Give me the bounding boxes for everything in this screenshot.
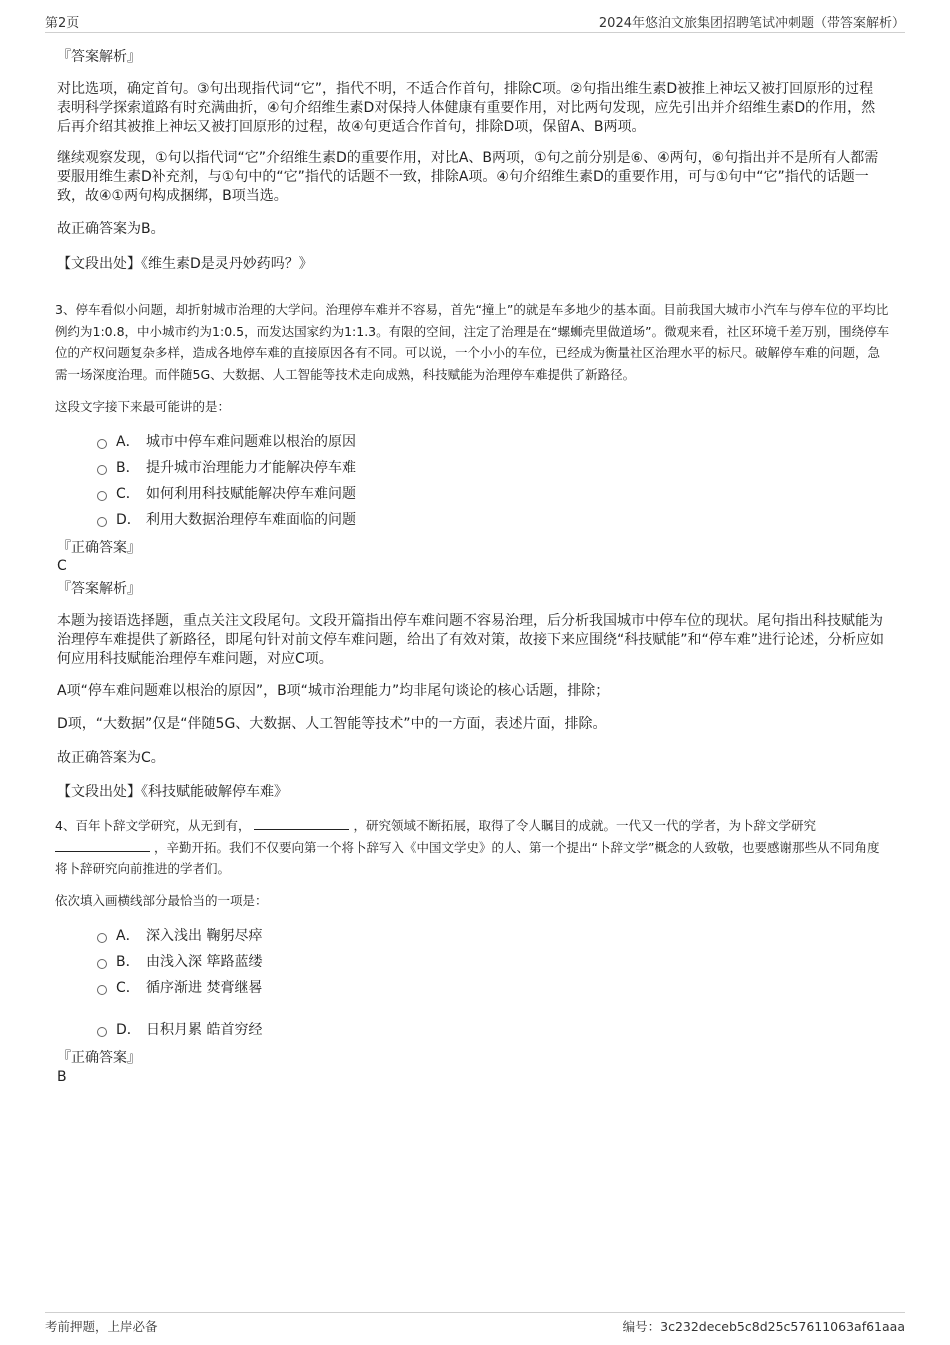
q2-conclusion: 故正确答案为B。 — [57, 221, 165, 237]
document-title: 2024年悠泊文旅集团招聘笔试冲刺题（带答案解析） — [598, 16, 905, 31]
option-letter: A． — [116, 928, 140, 944]
q4-correct-answer: B — [57, 1069, 67, 1085]
radio-icon[interactable] — [97, 985, 107, 995]
fill-blank-1 — [254, 817, 349, 830]
option-letter: B． — [116, 460, 140, 476]
q4-option-d[interactable] — [97, 1021, 262, 1039]
option-letter: D． — [116, 512, 141, 528]
q3-option-c[interactable] — [97, 485, 356, 503]
q4-stem-part-2: ，研究领域不断拓展，取得了令人瞩目的成就。一代又一代的学者，为卜辞文学研究 — [353, 818, 816, 833]
option-letter: C． — [116, 980, 140, 996]
q3-analysis-paragraph-3: D项，“大数据”仅是“伴随5G、大数据、人工智能等技术”中的一方面，表述片面，排除。 — [57, 716, 607, 732]
footer-slogan: 考前押题，上岸必备 — [45, 1319, 158, 1334]
q2-analysis-label: 『答案解析』 — [57, 49, 141, 65]
option-text: 如何利用科技赋能解决停车难问题 — [146, 486, 356, 502]
q4-stem-part-1: 4、百年卜辞文学研究，从无到有， — [55, 818, 251, 833]
option-text: 由浅入深 筚路蓝缕 — [146, 954, 263, 970]
q3-option-a[interactable] — [97, 433, 356, 451]
radio-icon[interactable] — [97, 439, 107, 449]
radio-icon[interactable] — [97, 491, 107, 501]
page-number: 第2页 — [45, 16, 80, 31]
q3-correct-label: 『正确答案』 — [57, 540, 141, 556]
option-letter: C． — [116, 486, 140, 502]
q4-stem — [55, 815, 890, 880]
q4-option-a[interactable] — [97, 927, 262, 945]
fill-blank-2 — [55, 839, 150, 852]
q3-option-d[interactable] — [97, 511, 356, 529]
q3-correct-answer: C — [57, 558, 67, 574]
q3-analysis-label: 『答案解析』 — [57, 581, 141, 597]
option-letter: B． — [116, 954, 140, 970]
radio-icon[interactable] — [97, 1027, 107, 1037]
q3-stem: 3、停车看似小问题，却折射城市治理的大学问。治理停车难并不容易，首先“撞上”的就是车多地少的基本面。目前我国大城市小汽车与停车位的平均比例约为1:0.8，中小城市约为1:0.5，而发达国家约为1:1.3。有限的空间，注定了治理是在“螺蛳壳里做道场”。微观来看，社区环境千差万别，围绕停车位的产权问题复杂多样，造成各地停车难的直接原因各有不同。可以说，一个小小的车位，已经成为衡量社区治理水平的标尺。破解停车难的问题，急需一场深度治理。而伴随5G、大数据、人工智能等技术走向成熟，科技赋能为治理停车难提供了新路径。 — [55, 302, 890, 382]
option-text: 利用大数据治理停车难面临的问题 — [146, 512, 356, 528]
q3-conclusion: 故正确答案为C。 — [57, 750, 165, 766]
option-text: 循序渐进 焚膏继晷 — [146, 980, 263, 996]
q3-prompt: 这段文字接下来最可能讲的是： — [55, 399, 231, 414]
q4-prompt: 依次填入画横线部分最恰当的一项是： — [55, 893, 268, 908]
option-text: 深入浅出 鞠躬尽瘁 — [146, 928, 263, 944]
radio-icon[interactable] — [97, 517, 107, 527]
q4-stem-part-3: ，辛勤开拓。我们不仅要向第一个将卜辞写入《中国文学史》的人、第一个提出“卜辞文学”概念的人致敬，也要感谢那些从不同角度将卜辞研究向前推进的学者们。 — [55, 839, 880, 876]
q4-option-c[interactable] — [97, 979, 262, 997]
radio-icon[interactable] — [97, 933, 107, 943]
radio-icon[interactable] — [97, 959, 107, 969]
q2-analysis-paragraph-1: 对比选项，确定首句。③句出现指代词“它”，指代不明，不适合作首句，排除C项。②句指出维生素D被推上神坛又被打回原形的过程表明科学探索道路有时充满曲折，④句介绍维生素D对保持人体健康有重要作用，对比两句发现，应先引出并介绍维生素D的作用，然后再介绍其被推上神坛又被打回原形的过程，故④句更适合作首句，排除D项，保留A、B两项。 — [57, 81, 876, 135]
q3-analysis-paragraph-1: 本题为接语选择题，重点关注文段尾句。文段开篇指出停车难问题不容易治理，后分析我国城市中停车位的现状。尾句指出科技赋能为治理停车难提供了新路径，即尾句针对前文停车难问题，给出了有效对策，故接下来应围绕“科技赋能”和“停车难”进行论述，分析应如何应用科技赋能治理停车难问题，对应C项。 — [57, 613, 885, 667]
q3-source: 【文段出处】《科技赋能破解停车难》 — [57, 784, 288, 800]
q2-analysis-paragraph-2: 继续观察发现，①句以指代词“它”介绍维生素D的重要作用，对比A、B两项，①句之前分别是⑥、④两句，⑥句指出并不是所有人都需要服用维生素D补充剂，与①句中的“它”指代的话题不一致，排除A项。④句介绍维生素D的重要作用，可与①句中“它”指代的话题一致，故④①两句构成捆绑，B项当选。 — [57, 150, 879, 204]
option-text: 日积月累 皓首穷经 — [146, 1022, 263, 1038]
q4-option-b[interactable] — [97, 953, 262, 971]
option-text: 城市中停车难问题难以根治的原因 — [146, 434, 356, 450]
document-serial: 编号：3c232deceb5c8d25c57611063af61aaa — [622, 1319, 905, 1334]
radio-icon[interactable] — [97, 465, 107, 475]
option-text: 提升城市治理能力才能解决停车难 — [146, 460, 356, 476]
q3-analysis-paragraph-2: A项“停车难问题难以根治的原因”，B项“城市治理能力”均非尾句谈论的核心话题，排除； — [57, 683, 610, 699]
option-letter: D． — [116, 1022, 141, 1038]
q4-correct-label: 『正确答案』 — [57, 1050, 141, 1066]
q2-source: 【文段出处】《维生素D是灵丹妙药吗？》 — [57, 256, 313, 272]
q3-option-b[interactable] — [97, 459, 356, 477]
page-header — [45, 12, 905, 33]
page-footer — [45, 1312, 905, 1335]
option-letter: A． — [116, 434, 140, 450]
